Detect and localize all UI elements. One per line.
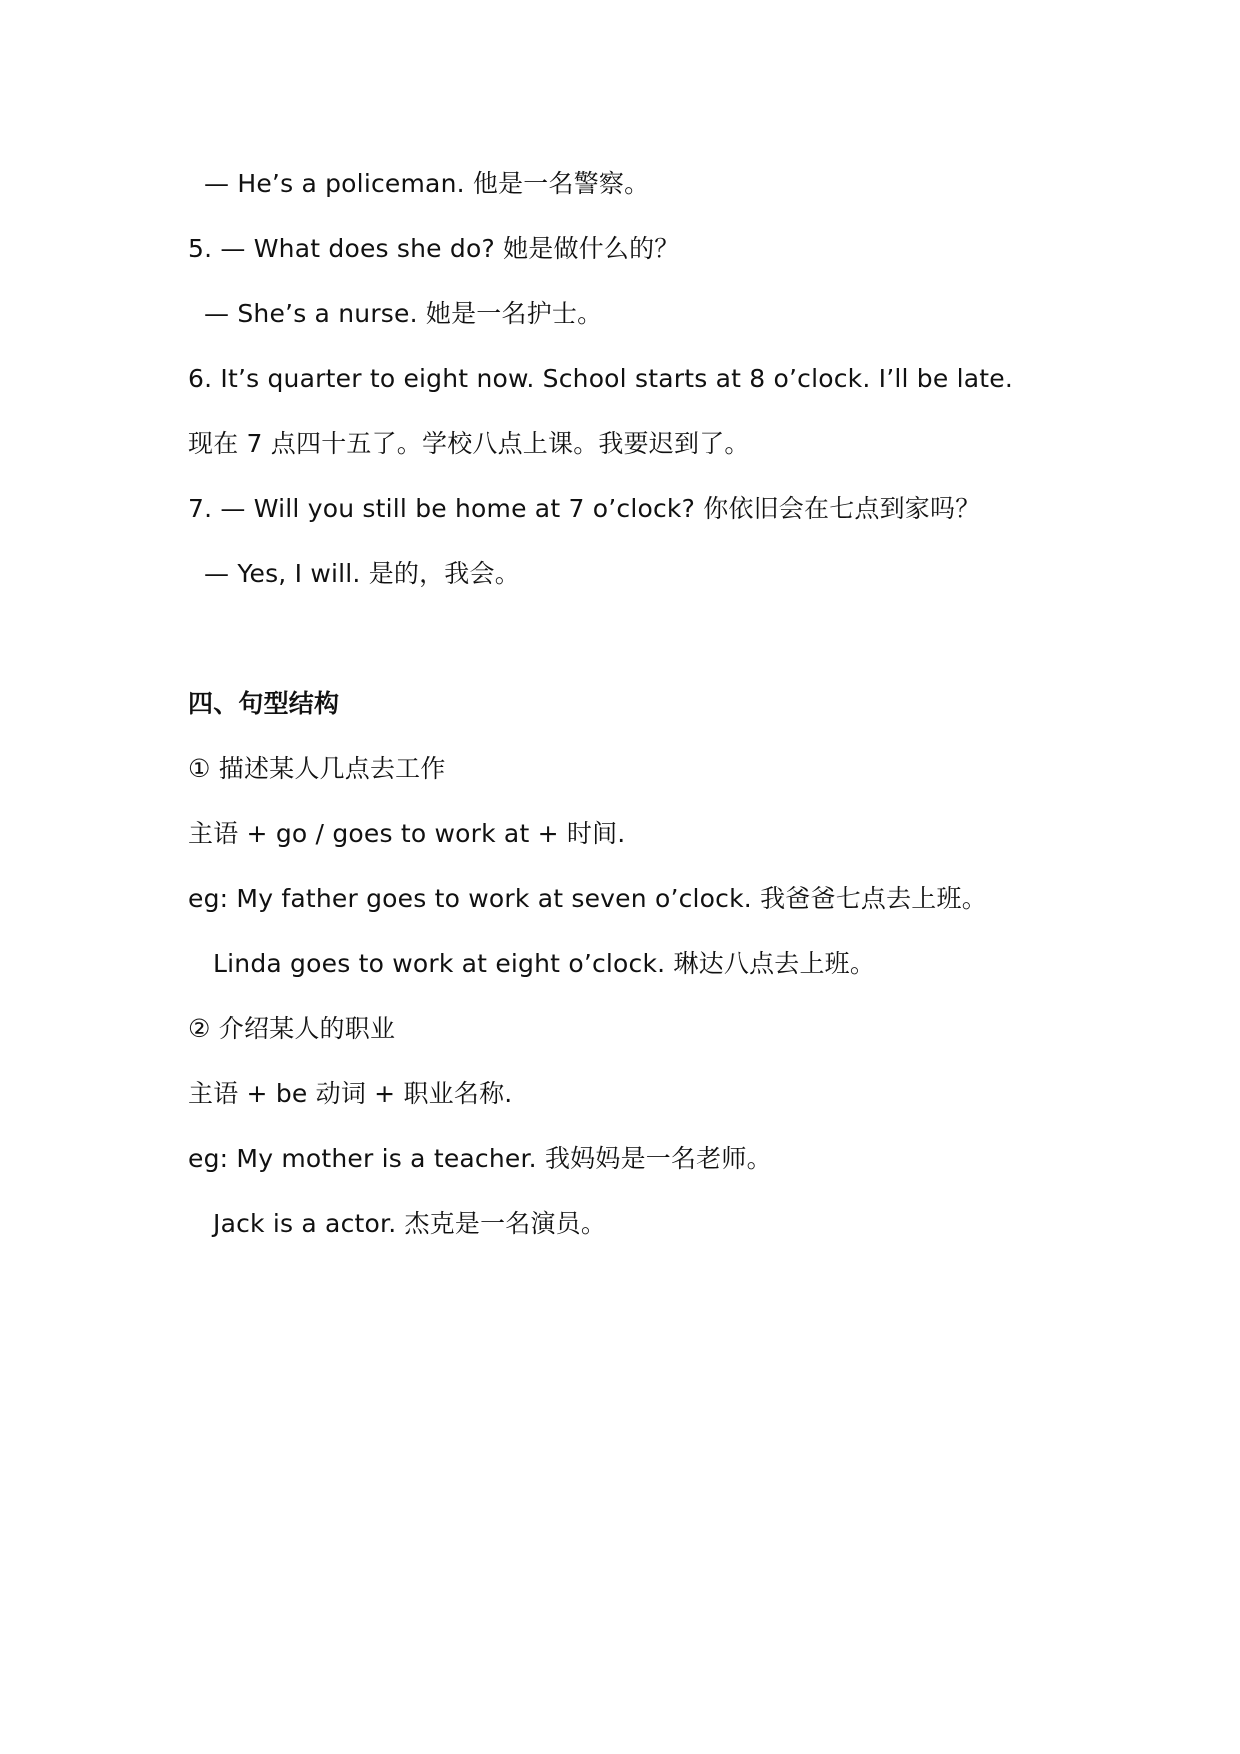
pattern-1-title: ① 描述某人几点去工作 xyxy=(188,754,446,783)
pattern-1-example-2: Linda goes to work at eight o’clock. 琳达八点去上班。 xyxy=(213,949,876,978)
section-heading: 四、句型结构 xyxy=(188,689,340,718)
dialogue-line-question-7: 7. — Will you still be home at 7 o’clock? 你依旧会在七点到家吗？ xyxy=(188,494,981,523)
dialogue-line-answer-5: — She’s a nurse. 她是一名护士。 xyxy=(204,299,603,328)
pattern-2-structure: 主语 + be 动词 + 职业名称. xyxy=(188,1079,513,1108)
dialogue-line-answer-7: — Yes, I will. 是的，我会。 xyxy=(204,559,520,588)
dialogue-line-question-5: 5. — What does she do? 她是做什么的？ xyxy=(188,234,680,263)
pattern-2-example-2: Jack is a actor. 杰克是一名演员。 xyxy=(213,1209,607,1238)
sentence-6-english: 6. It’s quarter to eight now. School starts at 8 o’clock. I’ll be late. xyxy=(188,364,1013,393)
pattern-2-title: ② 介绍某人的职业 xyxy=(188,1014,396,1043)
pattern-1-structure: 主语 + go / goes to work at + 时间. xyxy=(188,819,626,848)
pattern-2-example-1: eg: My mother is a teacher. 我妈妈是一名老师。 xyxy=(188,1144,772,1173)
dialogue-line-answer-4: — He’s a policeman. 他是一名警察。 xyxy=(204,169,650,198)
sentence-6-chinese: 现在 7 点四十五了。学校八点上课。我要迟到了。 xyxy=(188,429,750,458)
pattern-1-example-1: eg: My father goes to work at seven o’clock. 我爸爸七点去上班。 xyxy=(188,884,987,913)
